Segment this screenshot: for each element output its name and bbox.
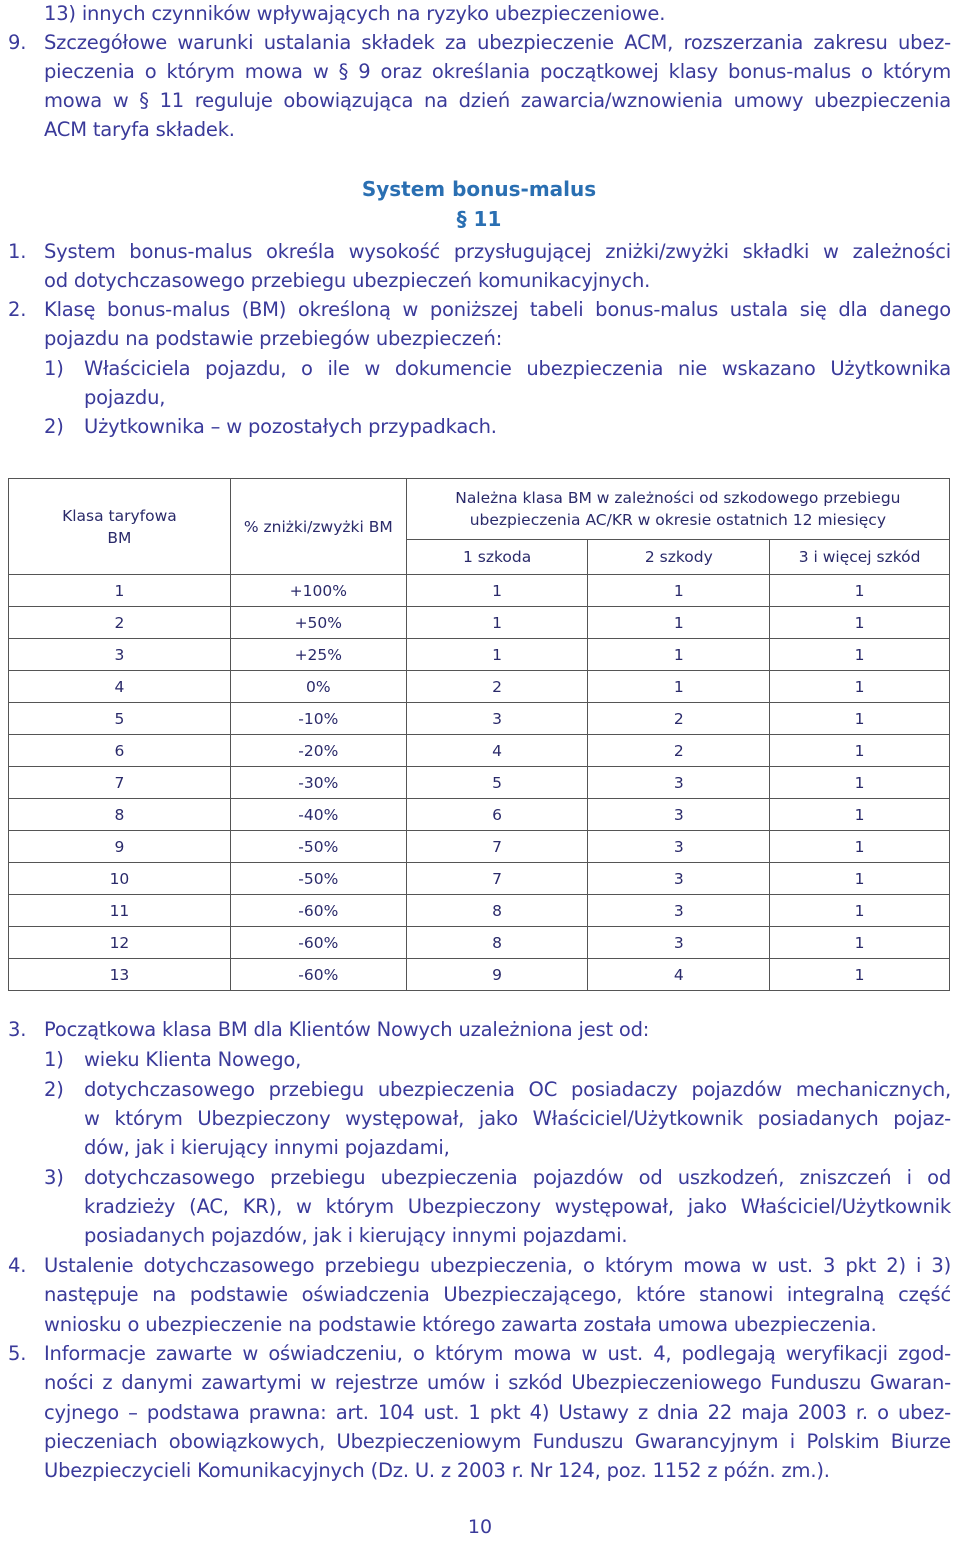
section-paragraph-number: § 11	[456, 207, 502, 231]
cell-2-claims: 3	[588, 767, 770, 799]
cell-class-bm: 5	[9, 703, 231, 735]
cell-2-claims: 1	[588, 671, 770, 703]
cell-3-claims: 1	[770, 831, 950, 863]
cell-2-claims: 1	[588, 575, 770, 607]
item-9-line: Szczegółowe warunki ustalania składek za ubezpieczenie ACM, rozszerzania zakresu ubez-	[44, 31, 951, 54]
point-3-sub-2-line: w którym Ubezpieczony występował, jako Właściciel/Użytkownik posiadanych pojaz-	[84, 1107, 951, 1130]
cell-class-bm: 4	[9, 671, 231, 703]
section-title: System bonus-malus	[361, 177, 597, 201]
cell-discount-percent: -50%	[230, 831, 406, 863]
point-5-line: ności z danymi zawartymi w rejestrze umów i szkód Ubezpieczeniowego Funduszu Gwaran-	[44, 1371, 951, 1394]
header-3-claims: 3 i więcej szkód	[770, 540, 950, 575]
cell-3-claims: 1	[770, 863, 950, 895]
cell-1-claim: 6	[406, 799, 588, 831]
cell-2-claims: 3	[588, 831, 770, 863]
cell-discount-percent: -40%	[230, 799, 406, 831]
cell-class-bm: 6	[9, 735, 231, 767]
table-row	[9, 863, 950, 895]
table-row	[9, 607, 950, 639]
point-1-line: od dotychczasowego przebiegu ubezpieczeń komunikacyjnych.	[44, 269, 651, 292]
cell-3-claims: 1	[770, 703, 950, 735]
cell-class-bm: 2	[9, 607, 231, 639]
cell-discount-percent: -20%	[230, 735, 406, 767]
cell-2-claims: 3	[588, 799, 770, 831]
cell-1-claim: 8	[406, 895, 588, 927]
item-9-line: ACM taryfa składek.	[44, 118, 235, 141]
point-2-sub-2-text: Użytkownika – w pozostałych przypadkach.	[84, 415, 497, 438]
cell-1-claim: 9	[406, 959, 588, 991]
cell-3-claims: 1	[770, 735, 950, 767]
cell-1-claim: 4	[406, 735, 588, 767]
point-4-line: następuje na podstawie oświadczenia Ubezpieczającego, które stanowi integralną część	[44, 1283, 951, 1306]
item-9-number: 9.	[8, 31, 27, 54]
cell-2-claims: 2	[588, 735, 770, 767]
cell-discount-percent: -60%	[230, 927, 406, 959]
cell-3-claims: 1	[770, 671, 950, 703]
point-3-text: Początkowa klasa BM dla Klientów Nowych uzależniona jest od:	[44, 1018, 650, 1041]
cell-3-claims: 1	[770, 639, 950, 671]
point-3-sub-3-line: kradzieży (AC, KR), w którym Ubezpieczony występował, jako Właściciel/Użytkownik	[84, 1195, 951, 1218]
cell-3-claims: 1	[770, 799, 950, 831]
cell-1-claim: 5	[406, 767, 588, 799]
cell-class-bm: 10	[9, 863, 231, 895]
page-number: 10	[467, 1516, 493, 1538]
point-2-sub-1-number: 1)	[44, 357, 64, 380]
cell-class-bm: 13	[9, 959, 231, 991]
cell-class-bm: 12	[9, 927, 231, 959]
item-9-line: mowa w § 11 reguluje obowiązująca na dzień zawarcia/wznowienia umowy ubezpieczenia	[44, 89, 951, 112]
cell-3-claims: 1	[770, 767, 950, 799]
table-row	[9, 735, 950, 767]
cell-1-claim: 1	[406, 607, 588, 639]
table-row	[9, 767, 950, 799]
point-3-sub-1-number: 1)	[44, 1048, 64, 1071]
point-2-number: 2.	[8, 298, 27, 321]
cell-discount-percent: +25%	[230, 639, 406, 671]
point-2-line: pojazdu na podstawie przebiegów ubezpieczeń:	[44, 327, 503, 350]
point-4-line: Ustalenie dotychczasowego przebiegu ubezpieczenia, o którym mowa w ust. 3 pkt 2) i 3)	[44, 1254, 951, 1277]
point-3-sub-2-line: dotychczasowego przebiegu ubezpieczenia OC posiadaczy pojazdów mechanicznych,	[84, 1078, 951, 1101]
cell-2-claims: 3	[588, 895, 770, 927]
cell-2-claims: 3	[588, 863, 770, 895]
cell-3-claims: 1	[770, 959, 950, 991]
cell-2-claims: 1	[588, 639, 770, 671]
cell-discount-percent: -10%	[230, 703, 406, 735]
point-2-line: Klasę bonus-malus (BM) określoną w poniższej tabeli bonus-malus ustala się dla danego	[44, 298, 951, 321]
header-2-claims: 2 szkody	[588, 540, 770, 575]
cell-1-claim: 1	[406, 575, 588, 607]
cell-class-bm: 7	[9, 767, 231, 799]
cell-discount-percent: +50%	[230, 607, 406, 639]
cell-3-claims: 1	[770, 927, 950, 959]
cell-discount-percent: -60%	[230, 959, 406, 991]
point-5-line: cyjnego – podstawa prawna: art. 104 ust. 1 pkt 4) Ustawy z dnia 22 maja 2003 r. o ubez-	[44, 1401, 951, 1424]
table-row	[9, 703, 950, 735]
point-3-sub-3-line: posiadanych pojazdów, jak i kierujący innymi pojazdami.	[84, 1224, 628, 1247]
header-class-bm: Klasa taryfowa BM	[9, 479, 231, 575]
point-3-sub-3-number: 3)	[44, 1166, 64, 1189]
table-row	[9, 639, 950, 671]
point-3-sub-1-text: wieku Klienta Nowego,	[84, 1048, 302, 1071]
cell-discount-percent: -50%	[230, 863, 406, 895]
point-3-sub-2-line: dów, jak i kierujący innymi pojazdami,	[84, 1136, 450, 1159]
point-5-line: Ubezpieczycieli Komunikacyjnych (Dz. U. z 2003 r. Nr 124, poz. 1152 z późn. zm.).	[44, 1459, 830, 1482]
item-9-line: pieczenia o którym mowa w § 9 oraz określania początkowej klasy bonus-malus o którym	[44, 60, 951, 83]
point-4-number: 4.	[8, 1254, 27, 1277]
cell-1-claim: 7	[406, 863, 588, 895]
cell-class-bm: 11	[9, 895, 231, 927]
table-row	[9, 831, 950, 863]
cell-class-bm: 3	[9, 639, 231, 671]
cell-3-claims: 1	[770, 895, 950, 927]
header-discount-percent: % zniżki/zwyżki BM	[230, 479, 406, 575]
bonus-malus-table	[8, 478, 950, 991]
cell-2-claims: 2	[588, 703, 770, 735]
point-2-sub-2-number: 2)	[44, 415, 64, 438]
cell-1-claim: 8	[406, 927, 588, 959]
header-group-claims: Należna klasa BM w zależności od szkodowego przebiegu ubezpieczenia AC/KR w okresie ostatnich 12 miesięcy	[406, 479, 949, 540]
cell-discount-percent: 0%	[230, 671, 406, 703]
point-3-sub-3-line: dotychczasowego przebiegu ubezpieczenia pojazdów od uszkodzeń, zniszczeń i od	[84, 1166, 951, 1189]
cell-2-claims: 3	[588, 927, 770, 959]
point-3-number: 3.	[8, 1018, 27, 1041]
cell-1-claim: 2	[406, 671, 588, 703]
point-2-sub-1-line: Właściciela pojazdu, o ile w dokumencie ubezpieczenia nie wskazano Użytkownika	[84, 357, 951, 380]
cell-1-claim: 7	[406, 831, 588, 863]
cell-discount-percent: -60%	[230, 895, 406, 927]
table-row	[9, 895, 950, 927]
cell-2-claims: 4	[588, 959, 770, 991]
cell-1-claim: 1	[406, 639, 588, 671]
cell-2-claims: 1	[588, 607, 770, 639]
point-4-line: wniosku o ubezpieczenie na podstawie którego zawarta została umowa ubezpieczenia.	[44, 1313, 877, 1336]
point-5-number: 5.	[8, 1342, 27, 1365]
table-row	[9, 575, 950, 607]
cell-class-bm: 9	[9, 831, 231, 863]
table-row	[9, 927, 950, 959]
cell-discount-percent: -30%	[230, 767, 406, 799]
table-row	[9, 959, 950, 991]
point-2-sub-1-line: pojazdu,	[84, 386, 166, 409]
cell-3-claims: 1	[770, 607, 950, 639]
cell-class-bm: 8	[9, 799, 231, 831]
cell-1-claim: 3	[406, 703, 588, 735]
table-row	[9, 671, 950, 703]
point-1-number: 1.	[8, 240, 27, 263]
point-3-sub-2-number: 2)	[44, 1078, 64, 1101]
point-1-line: System bonus-malus określa wysokość przysługującej zniżki/zwyżki składki w zależności	[44, 240, 951, 263]
cell-3-claims: 1	[770, 575, 950, 607]
point-5-line: Informacje zawarte w oświadczeniu, o którym mowa w ust. 4, podlegają weryfikacji zgod-	[44, 1342, 951, 1365]
cell-discount-percent: +100%	[230, 575, 406, 607]
cell-class-bm: 1	[9, 575, 231, 607]
table-row	[9, 799, 950, 831]
item-13: 13) innych czynników wpływających na ryzyko ubezpieczeniowe.	[44, 2, 666, 25]
header-1-claim: 1 szkoda	[406, 540, 588, 575]
point-5-line: pieczeniach obowiązkowych, Ubezpieczeniowym Funduszu Gwarancyjnym i Polskim Biurze	[44, 1430, 951, 1453]
